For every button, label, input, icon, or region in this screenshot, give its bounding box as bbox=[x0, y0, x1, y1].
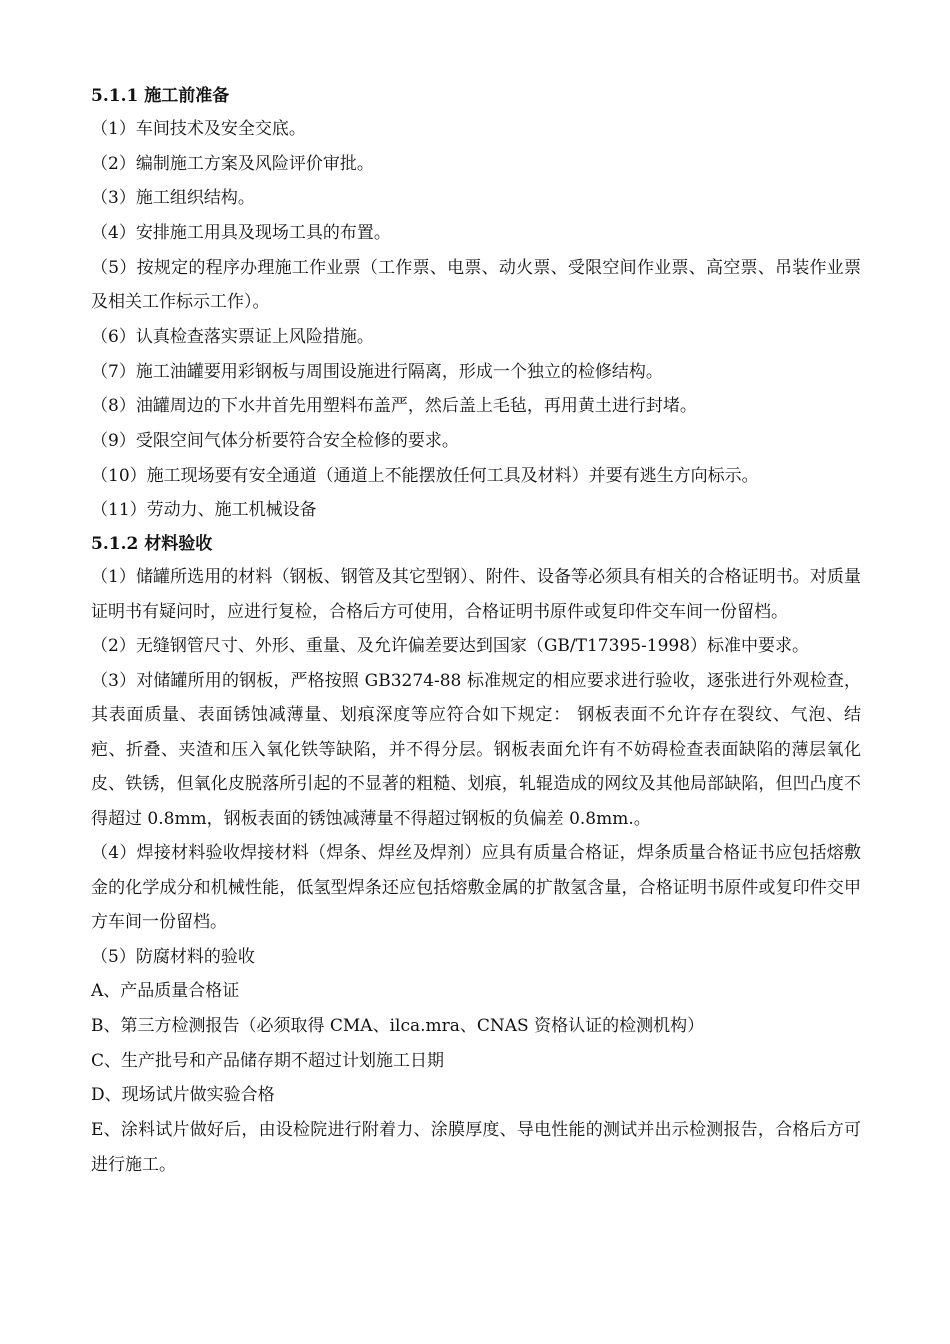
list-item: （5）防腐材料的验收 bbox=[91, 946, 255, 967]
list-item: （9）受限空间气体分析要符合安全检修的要求。 bbox=[91, 430, 459, 451]
list-item: （3）施工组织结构。 bbox=[91, 188, 255, 209]
list-item: （3）对储罐所用的钢板，严格按照 GB3274-88 标准规定的相应要求进行验收，逐张进行外观检查，其表面质量、表面锈蚀减薄量、划痕深度等应符合如下规定： 钢板表面不允许存在裂纹、气泡、结疤、折叠、夹渣和压入氧化铁等缺陷，并不得分层。钢板表面允许有不妨碍检查表面缺陷的薄层氧化皮、铁锈，但氧化皮脱落所引起的不显著的粗糙、划痕，轧辊造成的网纹及其他局部缺陷，但凹凸度不得超过 0.8mm，钢板表面的锈蚀减薄量不得超过钢板的负偏差 0.8mm.。 bbox=[91, 670, 861, 829]
list-item: E、涂料试片做好后，由设检院进行附着力、涂膜厚度、导电性能的测试并出示检测报告，合格后方可进行施工。 bbox=[91, 1120, 861, 1175]
list-item: （4）焊接材料验收焊接材料（焊条、焊丝及焊剂）应具有质量合格证，焊条质量合格证书应包括熔敷金的化学成分和机械性能，低氢型焊条还应包括熔敷金属的扩散氢含量，合格证明书原件或复印件交甲方车间一份留档。 bbox=[91, 843, 861, 933]
list-item: （1）储罐所选用的材料（钢板、钢管及其它型钢）、附件、设备等必须具有相关的合格证明书。对质量证明书有疑问时，应进行复检，合格后方可使用，合格证明书原件或复印件交车间一份留档。 bbox=[91, 567, 861, 622]
list-item: D、现场试片做实验合格 bbox=[91, 1085, 275, 1106]
list-item: （10）施工现场要有安全通道（通道上不能摆放任何工具及材料）并要有逃生方向标示。 bbox=[91, 465, 759, 486]
list-item: （7）施工油罐要用彩钢板与周围设施进行隔离，形成一个独立的检修结构。 bbox=[91, 361, 663, 382]
list-item: A、产品质量合格证 bbox=[91, 981, 240, 1002]
list-item: （6）认真检查落实票证上风险措施。 bbox=[91, 326, 374, 347]
list-item: （4）安排施工用具及现场工具的布置。 bbox=[91, 223, 391, 244]
list-item: （5）按规定的程序办理施工作业票（工作票、电票、动火票、受限空间作业票、高空票、吊装作业票及相关工作标示工作）。 bbox=[91, 257, 861, 313]
list-item: （1）车间技术及安全交底。 bbox=[91, 119, 306, 139]
document-body bbox=[91, 80, 861, 1182]
list-item: （2）无缝钢管尺寸、外形、重量、及允许偏差要达到国家（GB/T17395-1998）标准中要求。 bbox=[91, 636, 810, 657]
section-heading-5-1-1: 5.1.1 施工前准备 bbox=[91, 86, 230, 106]
section-heading-5-1-2: 5.1.2 材料验收 bbox=[91, 534, 213, 555]
list-item: （8）油罐周边的下水井首先用塑料布盖严，然后盖上毛毡，再用黄土进行封堵。 bbox=[91, 396, 697, 417]
list-item: B、第三方检测报告（必须取得 CMA、ilca.mra、CNAS 资格认证的检测机构） bbox=[91, 1015, 705, 1036]
list-item: C、生产批号和产品储存期不超过计划施工日期 bbox=[91, 1050, 445, 1071]
list-item: （11）劳动力、施工机械设备 bbox=[91, 500, 317, 521]
list-item: （2）编制施工方案及风险评价审批。 bbox=[91, 153, 374, 174]
